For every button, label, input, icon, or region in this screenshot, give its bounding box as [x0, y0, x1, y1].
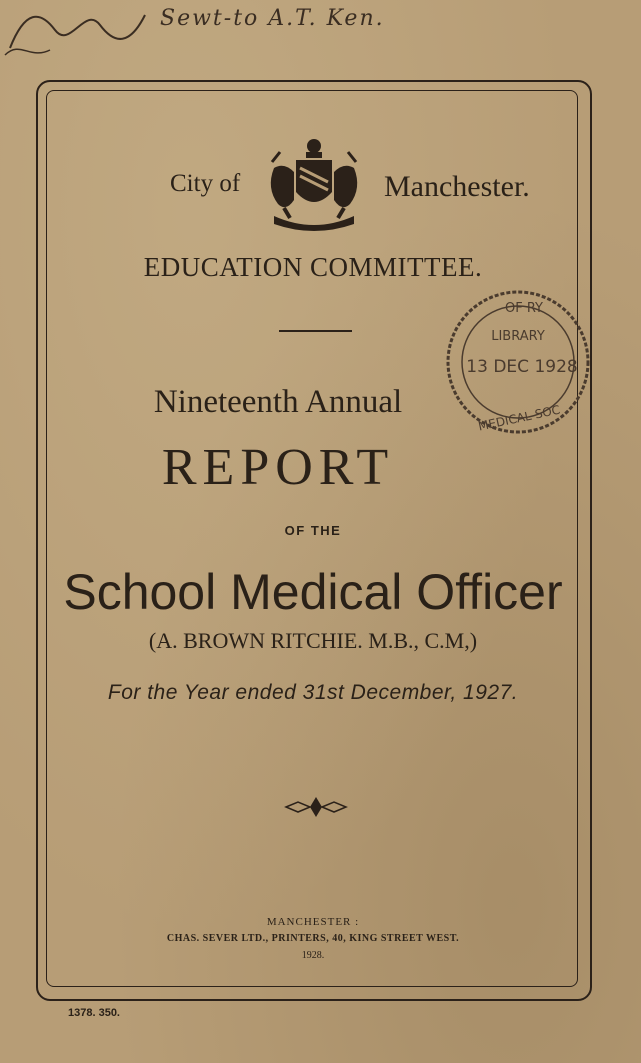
- of-the-label: OF THE: [284, 523, 342, 538]
- city-header: [46, 138, 580, 228]
- stamp-library-text: LIBRARY: [491, 329, 545, 344]
- manchester-coat-of-arms-icon: [260, 138, 368, 234]
- imprint-printer: CHAS. SEVER LTD., PRINTERS, 40, KING STREET WEST.: [166, 933, 460, 944]
- school-medical-officer-heading: School Medical Officer: [63, 564, 563, 620]
- handwritten-annotation: [0, 0, 641, 60]
- city-of-label: City of: [170, 170, 241, 197]
- committee-heading: EDUCATION COMMITTEE.: [143, 252, 483, 282]
- stamp-top-text: OF RY: [505, 301, 543, 316]
- author-line: (A. BROWN RITCHIE. M.B., C.M,): [148, 628, 478, 653]
- stamp-bottom-text: MEDICAL SOC: [476, 402, 562, 434]
- horizontal-rule: [279, 330, 352, 332]
- year-line: For the Year ended 31st December, 1927.: [107, 681, 519, 704]
- stamp-date: 13 DEC 1928: [466, 357, 578, 377]
- catalog-mark: 1378. 350.: [68, 1007, 120, 1019]
- report-heading: REPORT: [161, 439, 395, 496]
- imprint-city: MANCHESTER :: [266, 916, 360, 928]
- annual-heading: Nineteenth Annual: [153, 384, 403, 420]
- ornament-icon: [284, 796, 348, 818]
- manchester-label: Manchester.: [384, 170, 530, 203]
- imprint-year: 1928.: [301, 950, 325, 961]
- handwritten-note: Sewt-to A.T. Ken.: [160, 6, 385, 31]
